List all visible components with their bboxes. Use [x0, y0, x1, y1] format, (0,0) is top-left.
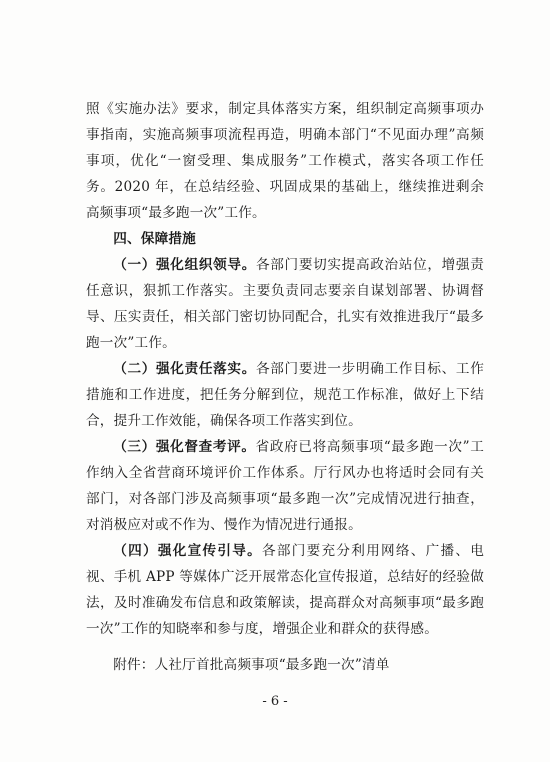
measure-paragraph-1	[86, 252, 484, 356]
measure-lead: （一）强化组织领导。	[113, 257, 256, 273]
measure-text: 各部门要切实提高政治站位，增强责任意识，狠抓工作落实。主要负责同志要亲自谋划部署、协调督导、压实责任，相关部门密切协同配合，扎实有效推进我厅“最多跑一次”工作。	[86, 257, 485, 351]
measure-paragraph-4	[86, 538, 484, 642]
attachment-line: 附件：人社厅首批高频事项“最多跑一次”清单	[113, 657, 390, 673]
measure-text: 各部门要充分利用网络、广播、电视、手机 APP 等媒体广泛开展常态化宣传报道，总结好的经验做法，及时准确发布信息和政策解读，提高群众对高频事项“最多跑一次”工作的知晓率和参与度，增强企业和群众的获得感。	[86, 543, 485, 637]
measure-lead: （四）强化宣传引导。	[113, 543, 262, 559]
section-heading: 四、保障措施	[113, 231, 196, 247]
measure-lead: （二）强化责任落实。	[113, 361, 256, 377]
measure-text: 省政府已将高频事项“最多跑一次”工作纳入全省营商环境评价工作体系。厅行风办也将适时会同有关部门，对各部门涉及高频事项“最多跑一次”完成情况进行抽查，对消极应对或不作为、慢作为情况进行通报。	[86, 439, 484, 533]
continuation-paragraph: 照《实施办法》要求，制定具体落实方案，组织制定高频事项办事指南，实施高频事项流程再造，明确本部门“不见面办理”高频事项，优化“一窗受理、集成服务”工作模式，落实各项工作任务。2020 年，在总结经验、巩固成果的基础上，继续推进剩余高频事项“最多跑一次”工作。	[86, 101, 484, 221]
page-number: - 6 -	[262, 694, 288, 709]
measure-text: 各部门要进一步明确工作目标、工作措施和工作进度，把任务分解到位，规范工作标准，做好上下结合，提升工作效能，确保各项工作落实到位。	[86, 361, 485, 429]
measure-paragraph-3	[86, 434, 484, 538]
measure-lead: （三）强化督查考评。	[113, 439, 256, 455]
measure-paragraph-2	[86, 356, 484, 434]
document-body	[86, 96, 484, 678]
